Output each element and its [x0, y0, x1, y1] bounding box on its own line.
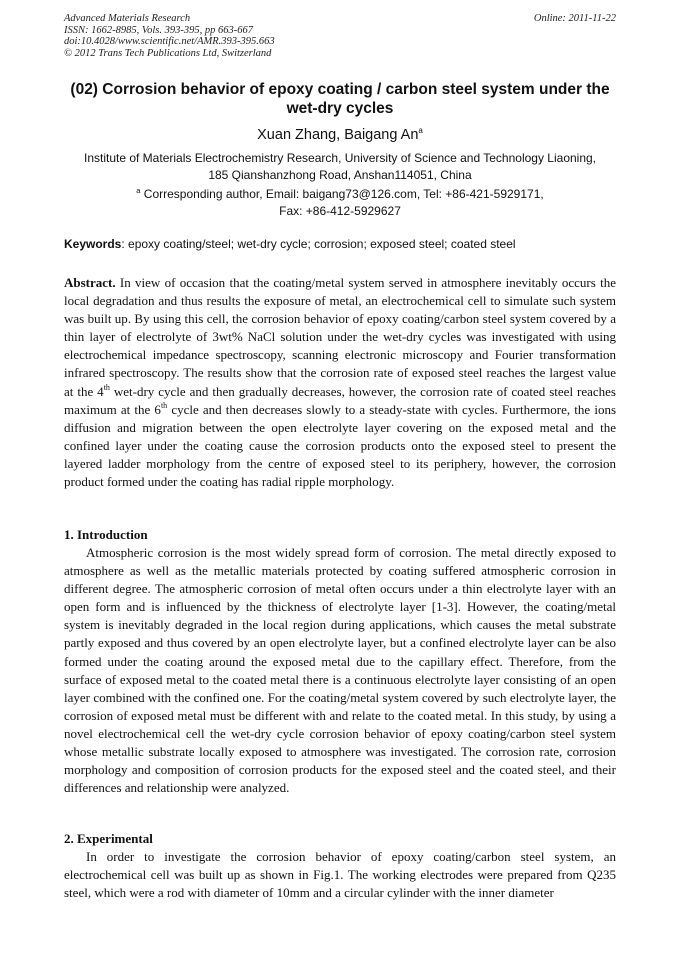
author-line	[64, 122, 616, 144]
keywords-text: : epoxy coating/steel; wet-dry cycle; corrosion; exposed steel; coated steel	[121, 237, 516, 251]
corresponding-text: Corresponding author, Email: baigang73@126.com, Tel: +86-421-5929171,	[140, 187, 544, 201]
copyright-line: © 2012 Trans Tech Publications Ltd, Switzerland	[64, 47, 272, 59]
paper-title: (02) Corrosion behavior of epoxy coating / carbon steel system under the wet-dry cycles	[70, 81, 610, 117]
affiliation-block	[60, 150, 620, 219]
keywords-line	[64, 236, 616, 252]
doi-line: doi:10.4028/www.scientific.net/AMR.393-395.663	[64, 36, 275, 47]
experimental-heading: 2. Experimental	[64, 831, 153, 846]
keywords-label: Keywords	[64, 237, 122, 251]
issn-line: ISSN: 1662-8985, Vols. 393-395, pp 663-667	[64, 24, 253, 36]
experimental-paragraph: In order to investigate the corrosion behavior of epoxy coating/carbon steel system, an electrochemical cell was built up as shown in Fig.1. The working electrodes were prepared from Q235 steel, which were a rod with diameter of 10mm and a circular cylinder with the inner diameter	[64, 849, 616, 901]
corresponding-marker: a	[136, 186, 141, 195]
affiliation-line-1: Institute of Materials Electrochemistry Research, University of Science and Technology Liaoning,	[83, 151, 597, 165]
affiliation-line-2: 185 Qianshanzhong Road, Anshan114051, China	[208, 167, 472, 182]
abstract-paragraph	[64, 274, 616, 491]
online-date: Online: 2011-11-22	[533, 13, 616, 24]
journal-name: Advanced Materials Research	[64, 13, 191, 24]
introduction-heading: 1. Introduction	[64, 527, 148, 542]
introduction-paragraph: Atmospheric corrosion is the most widely spread form of corrosion. The metal directly exposed to atmosphere as well as the metallic materials protected by coating suffered atmospheric corrosion in different degree. The atmospheric corrosion of metal often occurs under a thin electrolyte layer with an open form and is influenced by the thickness of electrolyte layer [1-3]. However, the coating/metal system is inevitably degraded in the local region during applications, which causes the metal substrate partly exposed and thus covered by an open electrolyte layer, but a confined electrolyte layer can be also formed under the coating around the exposed metal due to the capillary effect. Therefore, from the surface of exposed metal to the coated metal there is a continuous electrolyte layer consisting of an open layer combined with the confined one. For the coating/metal system covered by such electrolyte layer, the corrosion of exposed metal must be different with and relate to the coated metal. In this study, by using a novel electrochemical cell the wet-dry cycle corrosion behavior of epoxy coating/carbon steel system whose metallic substrate locally exposed to atmosphere was investigated. The corrosion rate, corrosion morphology and composition of corrosion products for the exposed steel and the coated steel, and their differences and relationship were analyzed.	[64, 545, 616, 796]
abstract-text-2: wet-dry cycle and then gradually decreases, however, the corrosion rate of coated steel reaches maximum at the 6	[64, 383, 616, 417]
corresponding-author-line	[60, 183, 620, 203]
abstract-sup-2: th	[160, 400, 168, 410]
abstract-text-1: In view of occasion that the coating/metal system served in atmosphere inevitably occurs the local degradation and thus results the exposure of metal, an electrochemical cell to simulate such system was built up. By using this cell, the corrosion behavior of epoxy coating/carbon steel system covered by a thin layer of electrolyte of 3wt% NaCl solution under the wet-dry cycles was investigated with using electrochemical impedance spectroscopy, scanning electronic microscopy and Fourier transformation infrared spectroscopy. The results show that the corrosion rate of exposed steel reaches the largest value at the 4	[64, 275, 616, 399]
abstract-sup-1: th	[103, 382, 110, 392]
abstract-text-3: cycle and then decreases slowly to a steady-state with cycles. Furthermore, the ions diffusion and migration between the open electrolyte layer covering on the exposed metal and the confined layer under the coating cause the corrosion products onto the exposed steel to present the layered ladder morphology from the centre of exposed steel to its periphery, however, the corrosion product formed under the coating has radial ripple morphology.	[64, 401, 617, 490]
fax-line: Fax: +86-412-5929627	[279, 203, 401, 218]
journal-header	[64, 13, 616, 59]
author-names: Xuan Zhang, Baigang An	[257, 127, 419, 143]
author-superscript: a	[418, 126, 423, 135]
abstract-label: Abstract.	[64, 275, 116, 290]
